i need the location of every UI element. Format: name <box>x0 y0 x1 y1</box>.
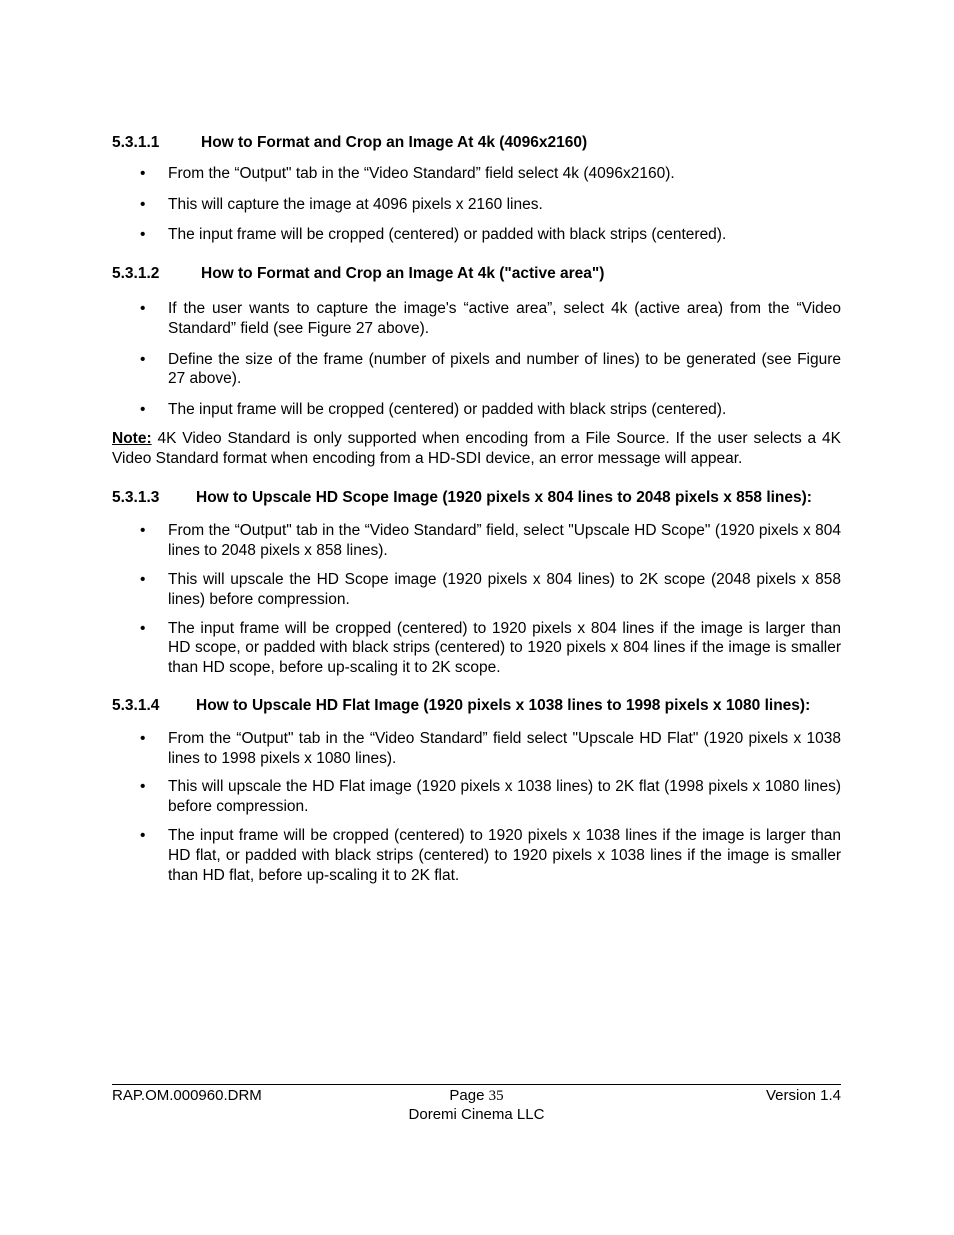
note-label: Note: <box>112 429 152 447</box>
bullet-icon: • <box>140 522 146 540</box>
bullet-icon: • <box>140 401 146 419</box>
section-title: How to Format and Crop an Image At 4k (4096x2160) <box>201 134 588 151</box>
section-number: 5.3.1.1 <box>112 134 160 151</box>
bullet-icon: • <box>140 570 146 588</box>
version-label: Version 1.4 <box>765 1087 841 1104</box>
page-indicator <box>112 1086 841 1106</box>
page-label: Page <box>449 1087 489 1104</box>
list-item-text: This will upscale the HD Scope image (1920 pixels x 804 lines) to 2K scope (2048 pixels x 858 lines) before compression. <box>168 570 841 608</box>
list-item <box>112 225 841 245</box>
list-item <box>112 777 841 817</box>
list-item-text: This will upscale the HD Flat image (1920 pixels x 1038 lines) to 2K flat (1998 pixels x 1080 lines) before compression. <box>168 778 841 816</box>
bullet-icon: • <box>140 226 146 244</box>
section-heading <box>112 133 841 153</box>
list-item-text: The input frame will be cropped (centered) or padded with black strips (centered). <box>168 226 727 244</box>
company-name: Doremi Cinema LLC <box>408 1106 545 1123</box>
list-item <box>112 521 841 561</box>
list-item <box>112 164 841 184</box>
section-heading <box>112 696 841 716</box>
bullet-icon: • <box>140 350 146 368</box>
list-item-text: The input frame will be cropped (centered) to 1920 pixels x 804 lines if the image is larger than HD scope, or padded with black strips (centered) to 1920 pixels x 804 lines if the image is smaller than HD scope, before up-scaling it to 2K scope. <box>168 619 841 677</box>
list-item <box>112 350 841 390</box>
document-id: RAP.OM.000960.DRM <box>112 1087 262 1104</box>
bullet-icon: • <box>140 299 146 317</box>
bullet-icon: • <box>140 826 146 844</box>
footer-row <box>112 1086 841 1105</box>
note-text: 4K Video Standard is only supported when encoding from a File Source. If the user selects a 4K Video Standard format when encoding from a HD-SDI device, an error message will appear. <box>112 429 841 467</box>
list-item <box>112 195 841 215</box>
section-number: 5.3.1.4 <box>112 696 160 714</box>
bullet-list <box>112 729 841 886</box>
bullet-icon: • <box>140 195 146 213</box>
note-paragraph <box>112 429 841 469</box>
list-item-text: This will capture the image at 4096 pixels x 2160 lines. <box>168 195 543 213</box>
section-heading <box>112 264 841 284</box>
bullet-list <box>112 521 841 678</box>
bullet-icon: • <box>140 729 146 747</box>
bullet-icon: • <box>140 619 146 637</box>
page-footer <box>112 1084 841 1124</box>
page-number: 35 <box>488 1088 504 1104</box>
section-heading <box>112 488 841 508</box>
list-item-text: From the “Output" tab in the “Video Standard” field select "Upscale HD Flat" (1920 pixels x 1038 lines to 1998 pixels x 1080 lines). <box>168 729 841 767</box>
section-number: 5.3.1.3 <box>112 488 160 506</box>
list-item <box>112 570 841 610</box>
list-item-text: Define the size of the frame (number of pixels and number of lines) to be generated (see Figure 27 above). <box>168 350 841 388</box>
list-item <box>112 619 841 678</box>
list-item <box>112 826 841 885</box>
list-item-text: If the user wants to capture the image's “active area”, select 4k (active area) from the “Video Standard” field (see Figure 27 above). <box>168 299 841 337</box>
section-number: 5.3.1.2 <box>112 265 160 283</box>
bullet-icon: • <box>140 164 146 182</box>
list-item <box>112 729 841 769</box>
list-item-text: The input frame will be cropped (centered) or padded with black strips (centered). <box>168 401 727 419</box>
bullet-list <box>112 164 841 245</box>
bullet-list <box>112 299 841 420</box>
list-item-text: The input frame will be cropped (centered) to 1920 pixels x 1038 lines if the image is larger than HD flat, or padded with black strips (centered) to 1920 pixels x 1038 lines if the image is smaller than HD flat, before up-scaling it to 2K flat. <box>168 826 841 884</box>
document-body <box>112 133 841 885</box>
bullet-icon: • <box>140 778 146 796</box>
section-title: How to Upscale HD Flat Image (1920 pixels x 1038 lines to 1998 pixels x 1080 lines): <box>196 696 811 714</box>
section-title: How to Upscale HD Scope Image (1920 pixels x 804 lines to 2048 pixels x 858 lines): <box>196 488 812 506</box>
list-item-text: From the “Output" tab in the “Video Standard” field, select "Upscale HD Scope" (1920 pixels x 804 lines to 2048 pixels x 858 lines). <box>168 522 841 560</box>
list-item <box>112 400 841 420</box>
list-item <box>112 299 841 339</box>
section-title: How to Format and Crop an Image At 4k ("active area") <box>201 265 605 283</box>
list-item-text: From the “Output" tab in the “Video Standard” field select 4k (4096x2160). <box>168 164 675 182</box>
